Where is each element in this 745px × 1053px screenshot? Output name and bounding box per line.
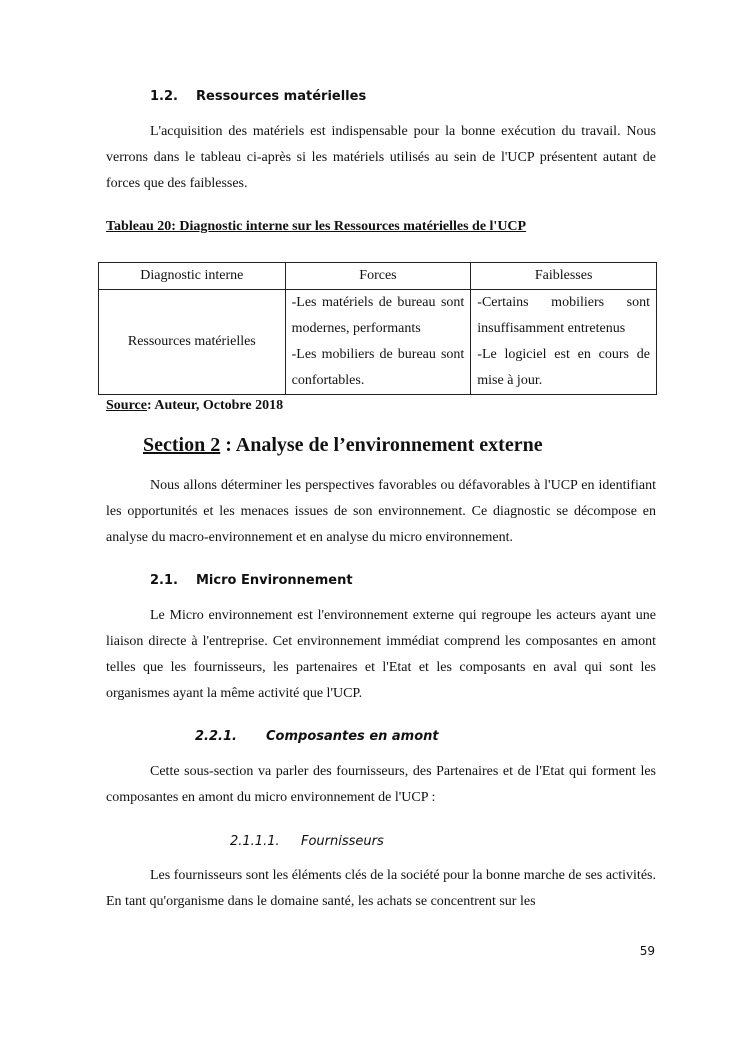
heading-2-2-1 [195,729,439,744]
diagnostic-table [98,262,657,395]
header-faiblesses: Faiblesses [471,263,657,290]
header-diagnostic: Diagnostic interne [99,263,286,290]
paragraph-text: Les fournisseurs sont les éléments clés de la société pour la bonne marche de ses activités. En tant qu'organisme dans le domaine santé, les achats se concentrent sur les [106,868,656,909]
table-row [99,290,657,395]
page-number: 59 [639,944,655,958]
table-source [106,398,283,414]
forces-item: -Les matériels de bureau sont modernes, performants [291,295,465,336]
paragraph-suppliers [106,863,656,915]
paragraph-micro-env [106,603,656,707]
heading-title: Composantes en amont [266,729,439,744]
paragraph-text: Nous allons déterminer les perspectives favorables ou défavorables à l'UCP en identifiant les opportunités et les menaces issues de son environnement. Ce diagnostic se décompose en analyse du macro-environnement et en analyse du micro environnement. [106,478,656,545]
paragraph-external-intro [106,473,656,551]
paragraph-text: L'acquisition des matériels est indispensable pour la bonne exécution du travail. Nous verrons dans le tableau ci-après si les matériels utilisés au sein de l'UCP présentent autant de forces que des faiblesses. [106,124,656,191]
row-label: Ressources matérielles [99,290,286,395]
heading-2-1 [150,573,353,588]
paragraph-text: Cette sous-section va parler des fournisseurs, des Partenaires et de l'Etat qui forment les composantes en amont du micro environnement de l'UCP : [106,764,656,805]
faiblesses-item: -Certains mobiliers sont insuffisamment entretenus [477,295,650,336]
header-forces: Forces [285,263,471,290]
heading-2-1-1-1 [230,834,384,849]
table-header-row [99,263,657,290]
heading-number: 1.2. [150,89,178,104]
source-label: Source [106,398,147,413]
heading-title: Ressources matérielles [196,89,367,104]
forces-cell [285,290,471,395]
heading-number: 2.2.1. [195,729,237,744]
faiblesses-item: -Le logiciel est en cours de mise à jour. [477,347,650,388]
heading-number: 2.1. [150,573,178,588]
paragraph-upstream [106,759,656,811]
paragraph-materials-intro [106,119,656,197]
faiblesses-cell [471,290,657,395]
section-label: Section 2 [143,434,221,456]
source-text: : Auteur, Octobre 2018 [146,398,284,413]
section-2-heading [143,434,543,457]
section-title: : Analyse de l’environnement externe [220,434,543,456]
paragraph-text: Le Micro environnement est l'environnement externe qui regroupe les acteurs ayant une liaison directe à l'entreprise. Cet environnement immédiat comprend les composantes en amont telles que les fournisseurs, les partenaires et l'Etat et les composants en aval qui sont les organismes ayant la même activité que l'UCP. [106,608,656,701]
table-caption: Tableau 20: Diagnostic interne sur les Ressources matérielles de l'UCP [106,219,527,234]
forces-item: -Les mobiliers de bureau sont confortables. [291,347,465,388]
heading-title: Micro Environnement [196,573,353,588]
heading-title: Fournisseurs [301,834,384,849]
heading-1-2 [150,89,366,104]
heading-number: 2.1.1.1. [230,834,280,849]
